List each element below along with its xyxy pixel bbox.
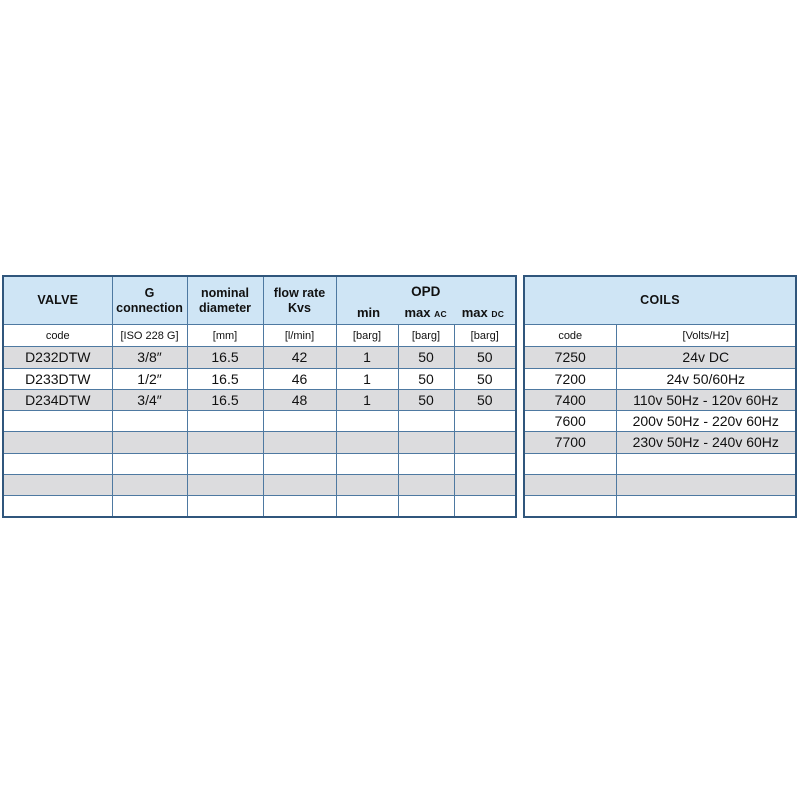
cell-coil-code: 7700 bbox=[524, 432, 616, 453]
cell-opd-maxac: 50 bbox=[398, 389, 454, 410]
valve-empty-row bbox=[3, 496, 516, 517]
cell-coil-voltage: 24v 50/60Hz bbox=[616, 368, 796, 389]
cell-kvs: 42 bbox=[263, 347, 336, 368]
col-header-flow-rate bbox=[263, 276, 336, 325]
col-header-flow-line2: Kvs bbox=[288, 300, 311, 315]
valve-empty-row bbox=[3, 411, 516, 432]
empty-cell bbox=[454, 474, 516, 495]
empty-cell bbox=[336, 453, 398, 474]
empty-cell bbox=[263, 496, 336, 517]
empty-cell bbox=[112, 411, 187, 432]
subheader-code: code bbox=[3, 325, 112, 347]
empty-cell bbox=[3, 474, 112, 495]
valve-subheader-row bbox=[3, 325, 516, 347]
cell-opd-maxdc: 50 bbox=[454, 389, 516, 410]
valve-empty-row bbox=[3, 474, 516, 495]
cell-coil-code: 7200 bbox=[524, 368, 616, 389]
max-ac-suffix: AC bbox=[434, 308, 447, 319]
empty-cell bbox=[3, 411, 112, 432]
valve-row-d234dtw bbox=[3, 389, 516, 410]
empty-cell bbox=[524, 496, 616, 517]
cell-coil-voltage: 24v DC bbox=[616, 347, 796, 368]
opd-subheaders bbox=[339, 305, 514, 321]
empty-cell bbox=[336, 474, 398, 495]
col-header-max-ac bbox=[399, 305, 453, 321]
empty-cell bbox=[187, 453, 263, 474]
empty-cell bbox=[112, 453, 187, 474]
cell-coil-code: 7400 bbox=[524, 389, 616, 410]
empty-cell bbox=[3, 432, 112, 453]
valve-empty-row bbox=[3, 453, 516, 474]
max-dc-prefix: max bbox=[461, 304, 488, 320]
empty-cell bbox=[112, 474, 187, 495]
empty-cell bbox=[454, 453, 516, 474]
subheader-lmin: [l/min] bbox=[263, 325, 336, 347]
col-header-opd-group bbox=[336, 276, 516, 325]
col-header-flow-line1: flow rate bbox=[273, 285, 326, 300]
cell-opd-min: 1 bbox=[336, 347, 398, 368]
empty-cell bbox=[454, 432, 516, 453]
cell-opd-maxdc: 50 bbox=[454, 347, 516, 368]
col-header-g-connection-line1: G bbox=[144, 285, 155, 300]
col-header-g-connection bbox=[112, 276, 187, 325]
subheader-barg-maxac: [barg] bbox=[398, 325, 454, 347]
empty-cell bbox=[187, 474, 263, 495]
empty-cell bbox=[187, 496, 263, 517]
cell-coil-code: 7600 bbox=[524, 411, 616, 432]
cell-diameter: 16.5 bbox=[187, 389, 263, 410]
valve-table-title: VALVE bbox=[3, 276, 112, 325]
empty-cell bbox=[398, 432, 454, 453]
coils-table bbox=[523, 275, 797, 518]
cell-code: D232DTW bbox=[3, 347, 112, 368]
coils-row-7700 bbox=[524, 432, 796, 453]
empty-cell bbox=[3, 496, 112, 517]
coils-row-7250 bbox=[524, 347, 796, 368]
empty-cell bbox=[398, 411, 454, 432]
empty-cell bbox=[398, 453, 454, 474]
cell-g: 1/2″ bbox=[112, 368, 187, 389]
coils-row-7200 bbox=[524, 368, 796, 389]
empty-cell bbox=[398, 474, 454, 495]
cell-coil-voltage: 200v 50Hz - 220v 60Hz bbox=[616, 411, 796, 432]
cell-opd-maxdc: 50 bbox=[454, 368, 516, 389]
valve-row-d232dtw bbox=[3, 347, 516, 368]
empty-cell bbox=[336, 411, 398, 432]
subheader-mm: [mm] bbox=[187, 325, 263, 347]
coils-subheader-row bbox=[524, 325, 796, 347]
empty-cell bbox=[454, 496, 516, 517]
empty-cell bbox=[336, 432, 398, 453]
opd-group-inner bbox=[339, 277, 514, 324]
subheader-barg-min: [barg] bbox=[336, 325, 398, 347]
col-header-g-connection-line2: connection bbox=[116, 300, 183, 315]
col-header-nominal-line1: nominal bbox=[201, 285, 249, 300]
empty-cell bbox=[187, 432, 263, 453]
coils-empty-row bbox=[524, 474, 796, 495]
valve-table bbox=[2, 275, 517, 518]
coils-table-title: COILS bbox=[524, 276, 796, 325]
col-header-min: min bbox=[356, 304, 381, 320]
cell-diameter: 16.5 bbox=[187, 368, 263, 389]
cell-code: D234DTW bbox=[3, 389, 112, 410]
subheader-code: code bbox=[524, 325, 616, 347]
empty-cell bbox=[3, 453, 112, 474]
cell-code: D233DTW bbox=[3, 368, 112, 389]
cell-coil-voltage: 230v 50Hz - 240v 60Hz bbox=[616, 432, 796, 453]
empty-cell bbox=[616, 474, 796, 495]
col-header-nominal-line2: diameter bbox=[198, 300, 252, 315]
empty-cell bbox=[454, 411, 516, 432]
cell-g: 3/8″ bbox=[112, 347, 187, 368]
empty-cell bbox=[336, 496, 398, 517]
coils-header-row bbox=[524, 276, 796, 325]
valve-row-d233dtw bbox=[3, 368, 516, 389]
empty-cell bbox=[263, 453, 336, 474]
coils-row-7400 bbox=[524, 389, 796, 410]
empty-cell bbox=[112, 496, 187, 517]
empty-cell bbox=[263, 474, 336, 495]
cell-g: 3/4″ bbox=[112, 389, 187, 410]
subheader-volts-hz: [Volts/Hz] bbox=[616, 325, 796, 347]
valve-empty-row bbox=[3, 432, 516, 453]
valve-header-row bbox=[3, 276, 516, 325]
subheader-barg-maxdc: [barg] bbox=[454, 325, 516, 347]
empty-cell bbox=[263, 432, 336, 453]
empty-cell bbox=[616, 453, 796, 474]
cell-diameter: 16.5 bbox=[187, 347, 263, 368]
empty-cell bbox=[524, 474, 616, 495]
coils-empty-row bbox=[524, 496, 796, 517]
cell-coil-voltage: 110v 50Hz - 120v 60Hz bbox=[616, 389, 796, 410]
col-header-opd: OPD bbox=[411, 284, 441, 299]
cell-opd-maxac: 50 bbox=[398, 347, 454, 368]
cell-kvs: 46 bbox=[263, 368, 336, 389]
empty-cell bbox=[187, 411, 263, 432]
max-ac-prefix: max bbox=[404, 304, 431, 320]
empty-cell bbox=[616, 496, 796, 517]
empty-cell bbox=[263, 411, 336, 432]
max-dc-suffix: DC bbox=[491, 308, 505, 319]
cell-kvs: 48 bbox=[263, 389, 336, 410]
cell-opd-min: 1 bbox=[336, 368, 398, 389]
subheader-iso: [ISO 228 G] bbox=[112, 325, 187, 347]
coils-empty-row bbox=[524, 453, 796, 474]
empty-cell bbox=[398, 496, 454, 517]
cell-opd-maxac: 50 bbox=[398, 368, 454, 389]
coils-row-7600 bbox=[524, 411, 796, 432]
empty-cell bbox=[112, 432, 187, 453]
empty-cell bbox=[524, 453, 616, 474]
col-header-max-dc bbox=[453, 305, 513, 321]
cell-coil-code: 7250 bbox=[524, 347, 616, 368]
cell-opd-min: 1 bbox=[336, 389, 398, 410]
col-header-nominal-diameter bbox=[187, 276, 263, 325]
